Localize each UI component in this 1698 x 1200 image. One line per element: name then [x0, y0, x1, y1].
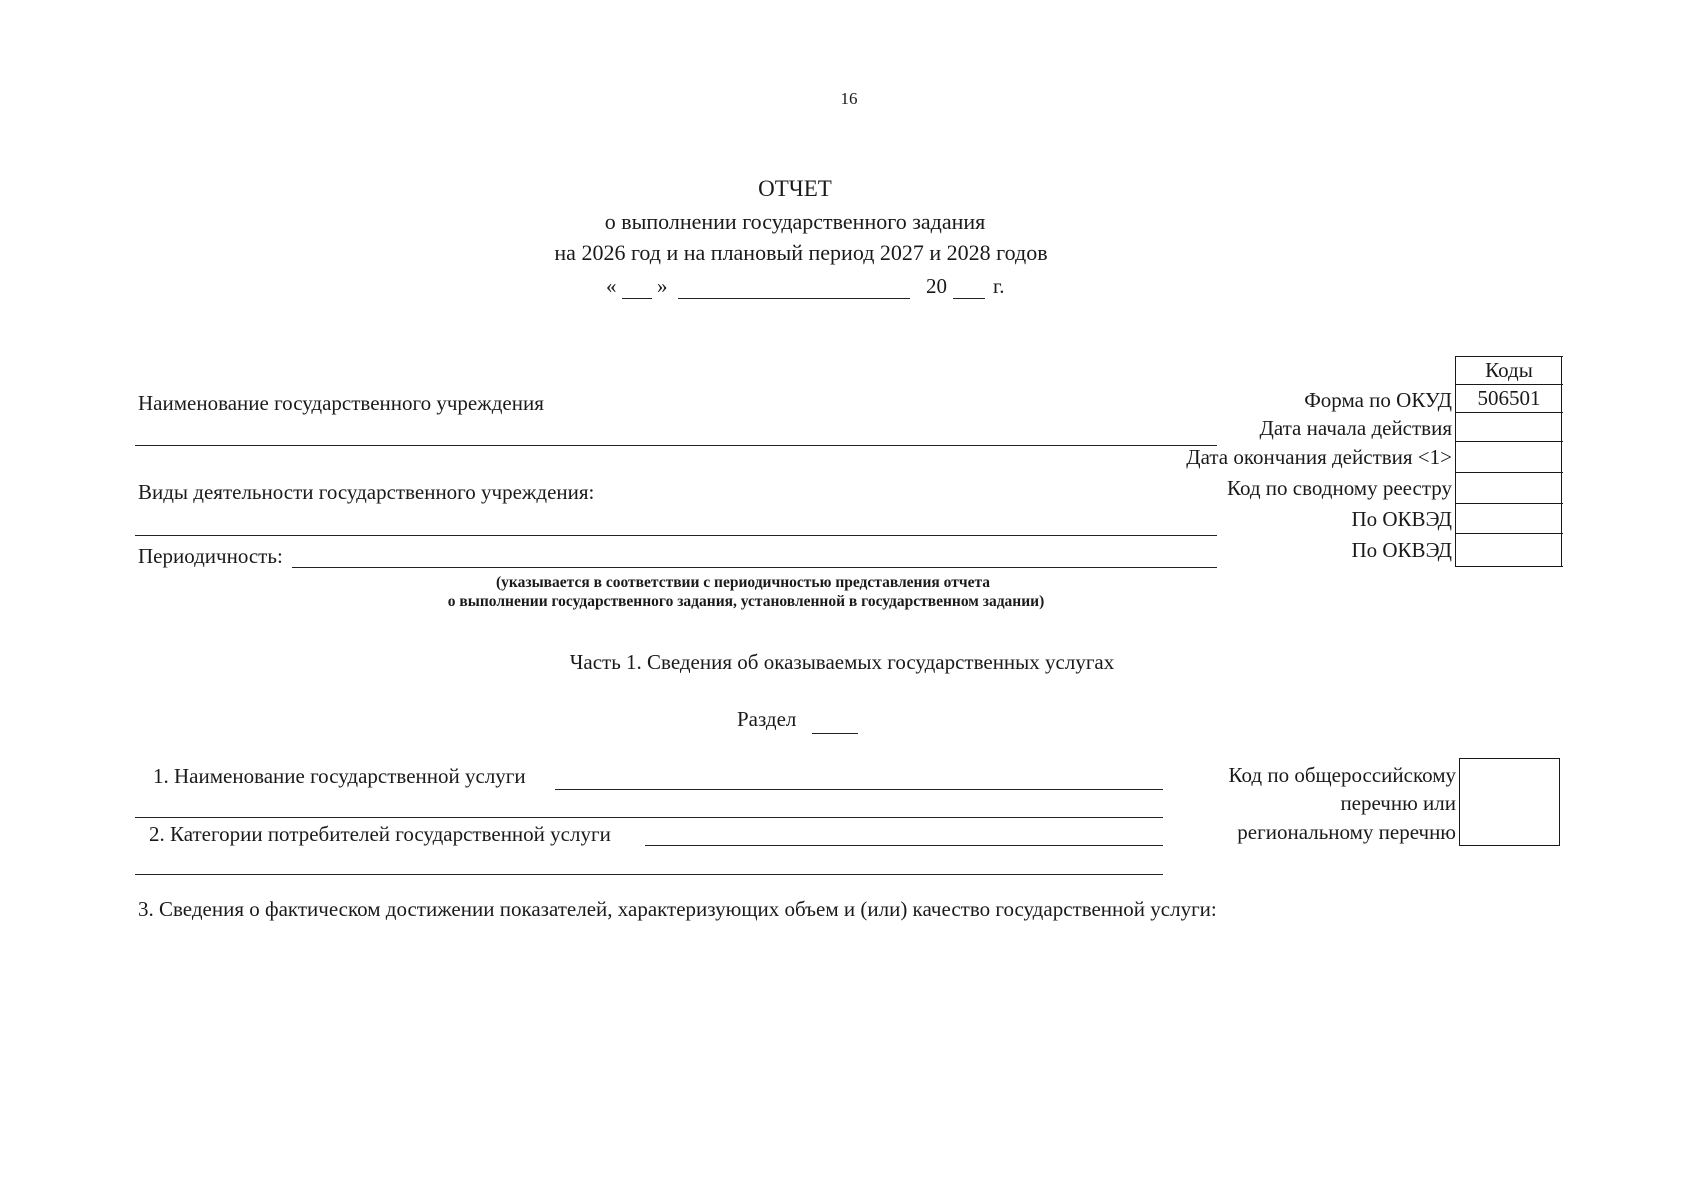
codes-table-rule — [1455, 441, 1563, 442]
codes-table-rule — [1455, 384, 1563, 385]
consumer-categories-field[interactable] — [645, 845, 1163, 846]
document-title: ОТЧЕТ — [758, 176, 832, 201]
indicators-heading: 3. Сведения о фактическом достижении показателей, характеризующих объем и (или) качество государственной услуги: — [138, 897, 1217, 921]
service-name-field-continued[interactable] — [135, 817, 1163, 818]
okved-cell-2[interactable] — [1457, 535, 1561, 565]
consumer-categories-field-continued[interactable] — [135, 874, 1163, 875]
registry-code-cell[interactable] — [1457, 474, 1561, 502]
date-year-prefix: 20 — [926, 274, 947, 298]
date-year-suffix: г. — [993, 274, 1005, 298]
codes-table-right-border — [1561, 356, 1562, 567]
consumer-categories-label: 2. Категории потребителей государственной услуги — [149, 822, 611, 846]
codes-table-rule — [1455, 503, 1563, 504]
section-number-field[interactable] — [812, 733, 858, 734]
okud-label: Форма по ОКУД — [1304, 388, 1452, 412]
okud-code-cell[interactable]: 506501 — [1477, 386, 1541, 410]
periodicity-field[interactable] — [292, 567, 1217, 568]
codes-table-header: Коды — [1485, 358, 1533, 382]
date-open-quote: « — [606, 274, 617, 298]
list-code-label-line3: региональному перечню — [1237, 820, 1456, 844]
activities-field[interactable] — [135, 535, 1217, 536]
start-date-label: Дата начала действия — [1259, 416, 1452, 440]
okved-label-2: По ОКВЭД — [1351, 538, 1452, 562]
list-code-label-line1: Код по общероссийскому — [1228, 763, 1456, 787]
date-close-quote: » — [657, 274, 668, 298]
activities-label: Виды деятельности государственного учреждения: — [138, 480, 595, 504]
end-date-cell[interactable] — [1457, 443, 1561, 471]
periodicity-note-line1: (указывается в соответствии с периодичностью представления отчета — [495, 574, 991, 591]
document-period: на 2026 год и на плановый период 2027 и 2028 годов — [554, 240, 1048, 265]
institution-name-field[interactable] — [135, 445, 1217, 446]
service-name-field[interactable] — [555, 789, 1163, 790]
codes-table-rule — [1455, 472, 1563, 473]
periodicity-label: Периодичность: — [138, 544, 283, 568]
day-field[interactable] — [622, 298, 652, 299]
list-code-box[interactable] — [1459, 758, 1560, 846]
service-name-label: 1. Наименование государственной услуги — [153, 764, 526, 788]
year-field[interactable] — [953, 298, 985, 299]
month-field[interactable] — [678, 298, 910, 299]
codes-table-rule — [1455, 566, 1563, 567]
end-date-label: Дата окончания действия <1> — [1186, 445, 1452, 469]
registry-code-label: Код по сводному реестру — [1227, 476, 1452, 500]
document-subtitle: о выполнении государственного задания — [604, 209, 986, 234]
periodicity-note-line2: о выполнении государственного задания, установленной в государственном задании) — [447, 593, 1045, 610]
codes-table-rule — [1455, 412, 1563, 413]
codes-table-rule — [1455, 533, 1563, 534]
codes-table-left-border — [1455, 356, 1456, 567]
section-label: Раздел — [737, 707, 797, 731]
page-number: 16 — [840, 89, 858, 108]
start-date-cell[interactable] — [1457, 414, 1561, 440]
institution-name-label: Наименование государственного учреждения — [138, 391, 544, 415]
okved-cell-1[interactable] — [1457, 505, 1561, 532]
okved-label-1: По ОКВЭД — [1351, 507, 1452, 531]
codes-table-rule — [1455, 356, 1563, 357]
list-code-label-line2: перечню или — [1340, 791, 1456, 815]
part1-heading: Часть 1. Сведения об оказываемых государственных услугах — [569, 650, 1115, 674]
